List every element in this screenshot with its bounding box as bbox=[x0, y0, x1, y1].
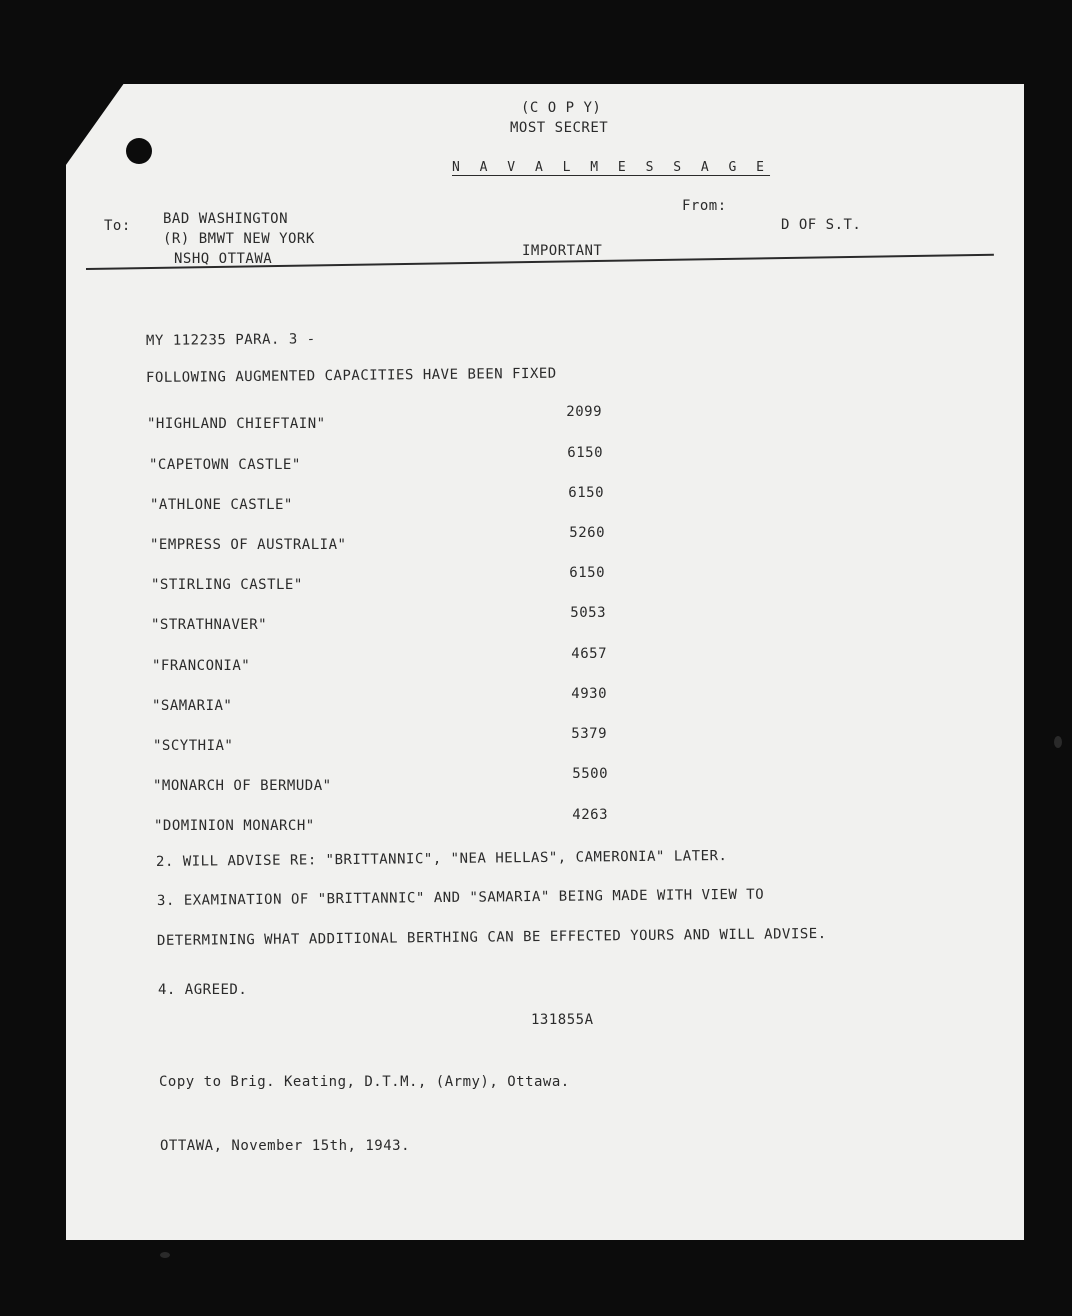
ship-name: "STRATHNAVER" bbox=[151, 617, 268, 633]
punch-hole bbox=[126, 138, 152, 164]
copy-label: (C O P Y) bbox=[521, 100, 602, 116]
to-line-1: BAD WASHINGTON bbox=[163, 211, 289, 227]
ship-capacity: 6150 bbox=[568, 485, 604, 501]
paragraph-3-line-2: DETERMINING WHAT ADDITIONAL BERTHING CAN BE EFFECTED YOURS AND WILL ADVISE. bbox=[156, 925, 827, 949]
ship-name: "SCYTHIA" bbox=[153, 738, 234, 754]
date-time-group: 131855A bbox=[531, 1012, 594, 1028]
to-line-3: NSHQ OTTAWA bbox=[174, 251, 273, 267]
intro-line: FOLLOWING AUGMENTED CAPACITIES HAVE BEEN FIXED bbox=[145, 365, 557, 386]
paragraph-3-line-1: 3. EXAMINATION OF "BRITTANNIC" AND "SAMARIA" BEING MADE WITH VIEW TO bbox=[156, 886, 765, 909]
ship-name: "MONARCH OF BERMUDA" bbox=[153, 778, 332, 794]
ship-capacity: 5053 bbox=[570, 605, 606, 621]
ship-capacity: 6150 bbox=[569, 565, 605, 581]
priority: IMPORTANT bbox=[522, 243, 603, 259]
ship-capacity: 4930 bbox=[571, 686, 607, 702]
paragraph-4: 4. AGREED. bbox=[158, 982, 248, 998]
ship-name: "STIRLING CASTLE" bbox=[151, 577, 303, 593]
ship-capacity: 4263 bbox=[572, 807, 608, 823]
film-speck bbox=[1054, 736, 1062, 748]
from-value: D OF S.T. bbox=[781, 217, 862, 233]
ship-capacity: 4657 bbox=[571, 646, 607, 662]
ship-name: "CAPETOWN CASTLE" bbox=[149, 457, 301, 473]
page-title: N A V A L M E S S A G E bbox=[452, 160, 771, 175]
copy-to-line: Copy to Brig. Keating, D.T.M., (Army), Ottawa. bbox=[159, 1074, 570, 1090]
classification: MOST SECRET bbox=[510, 120, 609, 136]
ship-capacity: 2099 bbox=[566, 404, 602, 420]
to-line-2: (R) BMWT NEW YORK bbox=[163, 231, 315, 247]
ship-capacity: 5500 bbox=[572, 766, 608, 782]
place-date-line: OTTAWA, November 15th, 1943. bbox=[160, 1138, 411, 1154]
ship-name: "FRANCONIA" bbox=[152, 658, 251, 674]
ship-name: "SAMARIA" bbox=[152, 698, 233, 714]
ship-name: "EMPRESS OF AUSTRALIA" bbox=[150, 537, 347, 553]
paragraph-2: 2. WILL ADVISE RE: "BRITTANNIC", "NEA HELLAS", CAMERONIA" LATER. bbox=[155, 848, 728, 870]
reference-line: MY 112235 PARA. 3 - bbox=[145, 331, 316, 349]
ship-capacity: 5379 bbox=[571, 726, 607, 742]
ship-capacity: 6150 bbox=[567, 445, 603, 461]
from-label: From: bbox=[682, 198, 727, 214]
ship-capacity: 5260 bbox=[569, 525, 605, 541]
ship-name: "DOMINION MONARCH" bbox=[154, 818, 315, 834]
ship-name: "HIGHLAND CHIEFTAIN" bbox=[147, 416, 326, 432]
ship-name: "ATHLONE CASTLE" bbox=[150, 497, 293, 513]
to-label: To: bbox=[104, 218, 131, 234]
film-speck bbox=[160, 1252, 170, 1258]
